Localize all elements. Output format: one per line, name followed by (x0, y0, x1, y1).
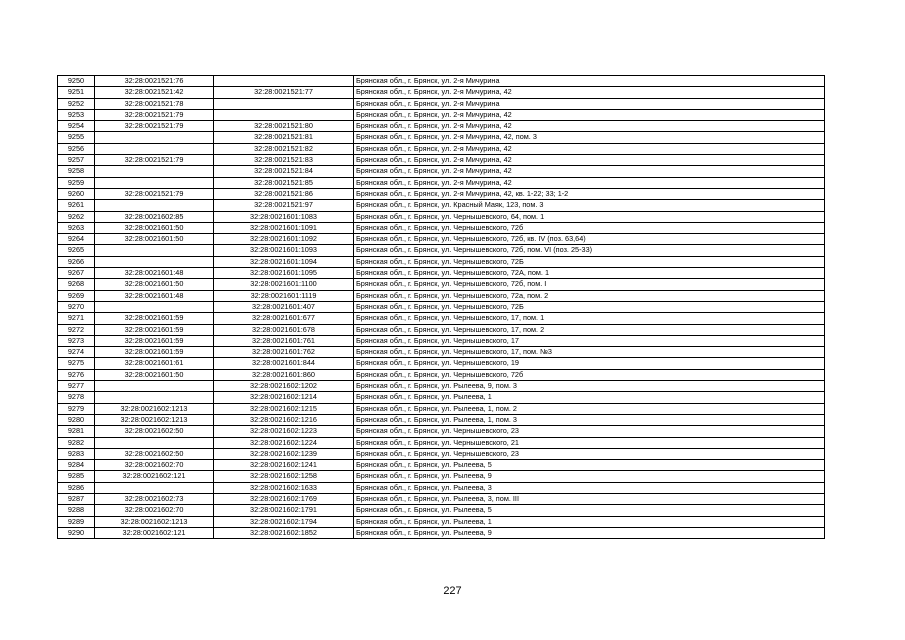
address-cell: Брянская обл., г. Брянск, ул. Чернышевского, 23 (354, 426, 825, 437)
object-number-cell: 32:28:0021602:1633 (214, 482, 354, 493)
table-row (58, 279, 825, 290)
object-number-cell: 32:28:0021601:860 (214, 369, 354, 380)
address-cell: Брянская обл., г. Брянск, ул. Рылеева, 9 (354, 471, 825, 482)
table-row (58, 155, 825, 166)
row-number-cell: 9283 (58, 448, 95, 459)
address-cell: Брянская обл., г. Брянск, ул. 2-я Мичурина (354, 98, 825, 109)
object-number-cell: 32:28:0021602:1202 (214, 381, 354, 392)
address-cell: Брянская обл., г. Брянск, ул. Рылеева, 5 (354, 505, 825, 516)
table-row (58, 245, 825, 256)
object-number-cell (214, 109, 354, 120)
row-number-cell: 9254 (58, 121, 95, 132)
row-number-cell: 9282 (58, 437, 95, 448)
table-row (58, 109, 825, 120)
cadastral-number-cell: 32:28:0021601:59 (95, 335, 214, 346)
object-number-cell (214, 98, 354, 109)
table-row (58, 403, 825, 414)
cadastral-number-cell: 32:28:0021601:50 (95, 234, 214, 245)
object-number-cell: 32:28:0021602:1224 (214, 437, 354, 448)
cadastral-number-cell (95, 245, 214, 256)
object-number-cell: 32:28:0021602:1216 (214, 414, 354, 425)
address-cell: Брянская обл., г. Брянск, ул. Рылеева, 9 (354, 527, 825, 538)
cadastral-number-cell: 32:28:0021602:1213 (95, 403, 214, 414)
object-number-cell: 32:28:0021601:762 (214, 347, 354, 358)
row-number-cell: 9289 (58, 516, 95, 527)
table-row (58, 234, 825, 245)
object-number-cell (214, 76, 354, 87)
address-cell: Брянская обл., г. Брянск, ул. Чернышевского, 72а, пом. 2 (354, 290, 825, 301)
object-number-cell: 32:28:0021601:1091 (214, 222, 354, 233)
table-row (58, 143, 825, 154)
cadastral-number-cell: 32:28:0021521:79 (95, 121, 214, 132)
row-number-cell: 9274 (58, 347, 95, 358)
object-number-cell: 32:28:0021601:678 (214, 324, 354, 335)
row-number-cell: 9250 (58, 76, 95, 87)
row-number-cell: 9261 (58, 200, 95, 211)
row-number-cell: 9266 (58, 256, 95, 267)
address-cell: Брянская обл., г. Брянск, ул. Чернышевского, 72б, кв. IV (поз. 63,64) (354, 234, 825, 245)
cadastral-number-cell: 32:28:0021521:76 (95, 76, 214, 87)
table-row (58, 121, 825, 132)
table-row (58, 98, 825, 109)
row-number-cell: 9267 (58, 268, 95, 279)
address-cell: Брянская обл., г. Брянск, ул. Чернышевского, 72б (354, 222, 825, 233)
object-number-cell: 32:28:0021601:677 (214, 313, 354, 324)
object-number-cell: 32:28:0021602:1215 (214, 403, 354, 414)
address-cell: Брянская обл., г. Брянск, ул. Рылеева, 9, пом. 3 (354, 381, 825, 392)
row-number-cell: 9279 (58, 403, 95, 414)
cadastral-number-cell: 32:28:0021602:1213 (95, 414, 214, 425)
cadastral-number-cell: 32:28:0021602:1213 (95, 516, 214, 527)
table-row (58, 188, 825, 199)
address-cell: Брянская обл., г. Брянск, ул. Рылеева, 1, пом. 3 (354, 414, 825, 425)
address-cell: Брянская обл., г. Брянск, ул. 2-я Мичурина, 42 (354, 155, 825, 166)
cadastral-number-cell: 32:28:0021602:70 (95, 505, 214, 516)
object-number-cell: 32:28:0021602:1791 (214, 505, 354, 516)
address-cell: Брянская обл., г. Брянск, ул. Чернышевского, 17, пом. 1 (354, 313, 825, 324)
table-row (58, 414, 825, 425)
address-cell: Брянская обл., г. Брянск, ул. Чернышевского, 72Б (354, 256, 825, 267)
cadastral-number-cell: 32:28:0021521:79 (95, 188, 214, 199)
cadastral-number-cell (95, 256, 214, 267)
registry-table-body (58, 76, 825, 539)
object-number-cell: 32:28:0021602:1852 (214, 527, 354, 538)
object-number-cell: 32:28:0021602:1214 (214, 392, 354, 403)
table-row (58, 211, 825, 222)
address-cell: Брянская обл., г. Брянск, ул. Чернышевского, 72б, пом. VI (поз. 25-33) (354, 245, 825, 256)
row-number-cell: 9251 (58, 87, 95, 98)
cadastral-number-cell: 32:28:0021601:61 (95, 358, 214, 369)
cadastral-number-cell: 32:28:0021601:59 (95, 324, 214, 335)
row-number-cell: 9270 (58, 301, 95, 312)
row-number-cell: 9276 (58, 369, 95, 380)
table-row (58, 290, 825, 301)
row-number-cell: 9259 (58, 177, 95, 188)
address-cell: Брянская обл., г. Брянск, ул. Чернышевского, 21 (354, 437, 825, 448)
table-row (58, 516, 825, 527)
address-cell: Брянская обл., г. Брянск, ул. 2-я Мичурина, 42, кв. 1-22; 33; 1-2 (354, 188, 825, 199)
cadastral-number-cell (95, 301, 214, 312)
object-number-cell: 32:28:0021521:84 (214, 166, 354, 177)
object-number-cell: 32:28:0021601:1119 (214, 290, 354, 301)
table-row (58, 132, 825, 143)
address-cell: Брянская обл., г. Брянск, ул. Чернышевского, 17 (354, 335, 825, 346)
cadastral-number-cell: 32:28:0021602:121 (95, 527, 214, 538)
address-cell: Брянская обл., г. Брянск, ул. Чернышевского, 72б (354, 369, 825, 380)
address-cell: Брянская обл., г. Брянск, ул. 2-я Мичурина, 42 (354, 166, 825, 177)
cadastral-number-cell (95, 392, 214, 403)
address-cell: Брянская обл., г. Брянск, ул. 2-я Мичурина, 42 (354, 143, 825, 154)
cadastral-number-cell: 32:28:0021602:70 (95, 460, 214, 471)
table-row (58, 87, 825, 98)
table-row (58, 493, 825, 504)
cadastral-number-cell (95, 143, 214, 154)
address-cell: Брянская обл., г. Брянск, ул. Чернышевского, 72б, пом. I (354, 279, 825, 290)
row-number-cell: 9268 (58, 279, 95, 290)
table-row (58, 437, 825, 448)
registry-table (57, 75, 825, 539)
address-cell: Брянская обл., г. Брянск, ул. Чернышевского, 17, пом. 2 (354, 324, 825, 335)
row-number-cell: 9275 (58, 358, 95, 369)
cadastral-number-cell: 32:28:0021601:48 (95, 290, 214, 301)
table-row (58, 448, 825, 459)
object-number-cell: 32:28:0021521:82 (214, 143, 354, 154)
table-row (58, 256, 825, 267)
address-cell: Брянская обл., г. Брянск, ул. 2-я Мичурина, 42, пом. 3 (354, 132, 825, 143)
address-cell: Брянская обл., г. Брянск, ул. Рылеева, 1, пом. 2 (354, 403, 825, 414)
cadastral-number-cell (95, 381, 214, 392)
row-number-cell: 9269 (58, 290, 95, 301)
object-number-cell: 32:28:0021521:77 (214, 87, 354, 98)
object-number-cell: 32:28:0021601:1083 (214, 211, 354, 222)
row-number-cell: 9286 (58, 482, 95, 493)
object-number-cell: 32:28:0021601:1094 (214, 256, 354, 267)
object-number-cell: 32:28:0021601:1092 (214, 234, 354, 245)
address-cell: Брянская обл., г. Брянск, ул. Рылеева, 5 (354, 460, 825, 471)
address-cell: Брянская обл., г. Брянск, ул. 2-я Мичурина, 42 (354, 109, 825, 120)
object-number-cell: 32:28:0021601:407 (214, 301, 354, 312)
object-number-cell: 32:28:0021602:1769 (214, 493, 354, 504)
object-number-cell: 32:28:0021602:1239 (214, 448, 354, 459)
cadastral-number-cell: 32:28:0021521:79 (95, 155, 214, 166)
row-number-cell: 9258 (58, 166, 95, 177)
row-number-cell: 9278 (58, 392, 95, 403)
row-number-cell: 9273 (58, 335, 95, 346)
object-number-cell: 32:28:0021601:1095 (214, 268, 354, 279)
object-number-cell: 32:28:0021601:1093 (214, 245, 354, 256)
cadastral-number-cell: 32:28:0021521:78 (95, 98, 214, 109)
table-row (58, 76, 825, 87)
table-row (58, 268, 825, 279)
address-cell: Брянская обл., г. Брянск, ул. Рылеева, 3, пом. III (354, 493, 825, 504)
address-cell: Брянская обл., г. Брянск, ул. Чернышевского, 72Б (354, 301, 825, 312)
address-cell: Брянская обл., г. Брянск, ул. Чернышевского, 17, пом. №3 (354, 347, 825, 358)
table-row (58, 177, 825, 188)
cadastral-number-cell: 32:28:0021521:79 (95, 109, 214, 120)
object-number-cell: 32:28:0021602:1794 (214, 516, 354, 527)
row-number-cell: 9255 (58, 132, 95, 143)
cadastral-number-cell (95, 437, 214, 448)
table-row (58, 482, 825, 493)
object-number-cell: 32:28:0021601:844 (214, 358, 354, 369)
row-number-cell: 9280 (58, 414, 95, 425)
cadastral-number-cell: 32:28:0021602:50 (95, 426, 214, 437)
cadastral-number-cell: 32:28:0021602:73 (95, 493, 214, 504)
row-number-cell: 9263 (58, 222, 95, 233)
table-row (58, 471, 825, 482)
row-number-cell: 9284 (58, 460, 95, 471)
table-row (58, 301, 825, 312)
row-number-cell: 9252 (58, 98, 95, 109)
object-number-cell: 32:28:0021602:1223 (214, 426, 354, 437)
address-cell: Брянская обл., г. Брянск, ул. 2-я Мичурина, 42 (354, 121, 825, 132)
object-number-cell: 32:28:0021521:85 (214, 177, 354, 188)
address-cell: Брянская обл., г. Брянск, ул. Чернышевского, 72А, пом. 1 (354, 268, 825, 279)
table-row (58, 392, 825, 403)
page-number: 227 (443, 585, 462, 597)
table-row (58, 222, 825, 233)
cadastral-number-cell: 32:28:0021521:42 (95, 87, 214, 98)
row-number-cell: 9277 (58, 381, 95, 392)
address-cell: Брянская обл., г. Брянск, ул. Рылеева, 1 (354, 392, 825, 403)
object-number-cell: 32:28:0021601:1100 (214, 279, 354, 290)
row-number-cell: 9281 (58, 426, 95, 437)
row-number-cell: 9257 (58, 155, 95, 166)
table-row (58, 381, 825, 392)
address-cell: Брянская обл., г. Брянск, ул. Красный Маяк, 123, пом. 3 (354, 200, 825, 211)
cadastral-number-cell (95, 177, 214, 188)
row-number-cell: 9271 (58, 313, 95, 324)
table-row (58, 324, 825, 335)
cadastral-number-cell: 32:28:0021601:48 (95, 268, 214, 279)
cadastral-number-cell: 32:28:0021602:85 (95, 211, 214, 222)
address-cell: Брянская обл., г. Брянск, ул. Чернышевского, 23 (354, 448, 825, 459)
object-number-cell: 32:28:0021521:83 (214, 155, 354, 166)
table-row (58, 200, 825, 211)
address-cell: Брянская обл., г. Брянск, ул. 2-я Мичурина (354, 76, 825, 87)
object-number-cell: 32:28:0021521:81 (214, 132, 354, 143)
object-number-cell: 32:28:0021521:80 (214, 121, 354, 132)
table-row (58, 313, 825, 324)
object-number-cell: 32:28:0021601:761 (214, 335, 354, 346)
address-cell: Брянская обл., г. Брянск, ул. Чернышевского, 19 (354, 358, 825, 369)
row-number-cell: 9265 (58, 245, 95, 256)
address-cell: Брянская обл., г. Брянск, ул. 2-я Мичурина, 42 (354, 177, 825, 188)
table-row (58, 335, 825, 346)
address-cell: Брянская обл., г. Брянск, ул. Рылеева, 3 (354, 482, 825, 493)
table-row (58, 369, 825, 380)
cadastral-number-cell: 32:28:0021601:59 (95, 347, 214, 358)
cadastral-number-cell: 32:28:0021602:121 (95, 471, 214, 482)
address-cell: Брянская обл., г. Брянск, ул. Чернышевского, 64, пом. 1 (354, 211, 825, 222)
cadastral-number-cell: 32:28:0021601:59 (95, 313, 214, 324)
row-number-cell: 9287 (58, 493, 95, 504)
table-row (58, 358, 825, 369)
object-number-cell: 32:28:0021602:1241 (214, 460, 354, 471)
table-row (58, 166, 825, 177)
row-number-cell: 9260 (58, 188, 95, 199)
cadastral-number-cell (95, 132, 214, 143)
cadastral-number-cell (95, 166, 214, 177)
row-number-cell: 9290 (58, 527, 95, 538)
cadastral-number-cell (95, 482, 214, 493)
object-number-cell: 32:28:0021521:97 (214, 200, 354, 211)
row-number-cell: 9253 (58, 109, 95, 120)
row-number-cell: 9285 (58, 471, 95, 482)
table-row (58, 505, 825, 516)
cadastral-number-cell: 32:28:0021601:50 (95, 369, 214, 380)
row-number-cell: 9256 (58, 143, 95, 154)
cadastral-number-cell: 32:28:0021602:50 (95, 448, 214, 459)
table-row (58, 527, 825, 538)
cadastral-number-cell: 32:28:0021601:50 (95, 279, 214, 290)
address-cell: Брянская обл., г. Брянск, ул. 2-я Мичурина, 42 (354, 87, 825, 98)
object-number-cell: 32:28:0021521:86 (214, 188, 354, 199)
cadastral-number-cell: 32:28:0021601:50 (95, 222, 214, 233)
row-number-cell: 9264 (58, 234, 95, 245)
row-number-cell: 9288 (58, 505, 95, 516)
row-number-cell: 9262 (58, 211, 95, 222)
cadastral-number-cell (95, 200, 214, 211)
table-row (58, 426, 825, 437)
address-cell: Брянская обл., г. Брянск, ул. Рылеева, 1 (354, 516, 825, 527)
table-row (58, 460, 825, 471)
object-number-cell: 32:28:0021602:1258 (214, 471, 354, 482)
table-row (58, 347, 825, 358)
row-number-cell: 9272 (58, 324, 95, 335)
